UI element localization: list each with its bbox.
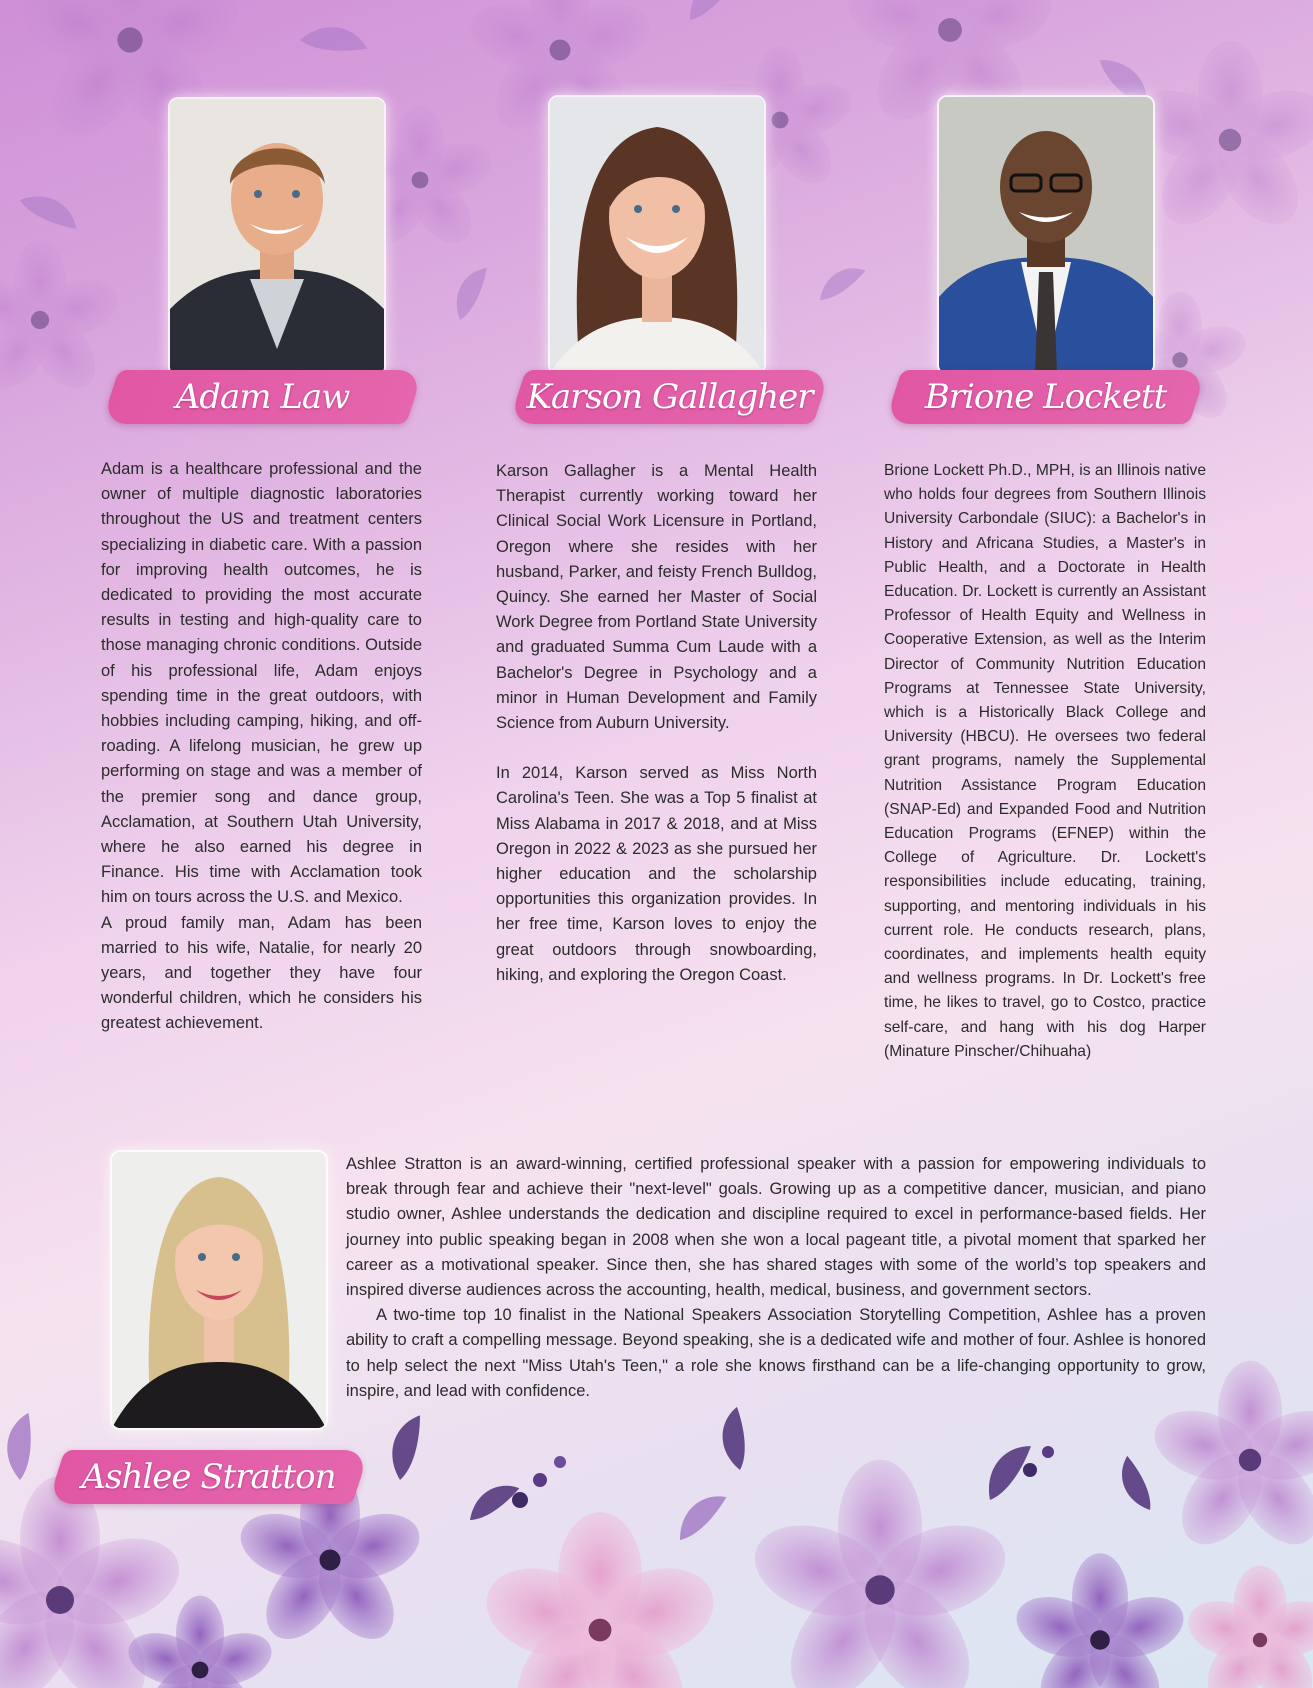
adam-bio xyxy=(101,457,422,1037)
karson-photo xyxy=(548,95,766,375)
ashlee-bio-paragraph-2: A two-time top 10 finalist in the National Speakers Association Storytelling Competition, Ashlee has a proven ability to craft a compelling message. Beyond speaking, she is a dedicated wife and mother of four. Ashlee is honored to help select the next "Miss Utah's Teen," a role she knows firsthand can be a life-changing opportunity to grow, inspire, and lead with confidence. xyxy=(346,1306,1206,1400)
karson-bio-paragraph-2: In 2014, Karson served as Miss North Carolina's Teen. She was a Top 5 finalist at Miss Alabama in 2017 & 2018, and at Miss Oregon in 2022 & 2023 as she pursued her higher education and the scholarship opportunities this organization provides. In her free time, Karson loves to enjoy the great outdoors through snowboarding, hiking, and exploring the Oregon Coast. xyxy=(496,764,817,984)
brione-bio xyxy=(884,459,1206,1064)
adam-bio-paragraph-2: A proud family man, Adam has been married to his wife, Natalie, for nearly 20 years, and together they have four wonderful children, which he considers his greatest achievement. xyxy=(101,913,422,1033)
brione-bio-paragraph-1: Brione Lockett Ph.D., MPH, is an Illinois native who holds four degrees from Southern Illinois University Carbondale (SIUC): a Bachelor's in History and Africana Studies, a Master's in Public Health, and a Doctorate in Health Education. Dr. Lockett is currently an Assistant Professor of Health Equity and Wellness in Cooperative Extension, as well as the Interim Director of Community Nutrition Education Programs at Tennessee State University, which is a Historically Black College and University (HBCU). He oversees two federal grant programs, namely the Supplemental Nutrition Assistance Program Education (SNAP-Ed) and Expanded Food and Nutrition Education Programs (EFNEP) within the College of Agriculture. Dr. Lockett's responsibilities include educating, training, supporting, and mentoring individuals in his current role. He conducts research, plans, coordinates, and implements health equity and wellness programs. In Dr. Lockett's free time, he likes to travel, go to Costco, practice self-care, and hang with his dog Harper (Minature Pinscher/Chihuaha) xyxy=(884,462,1206,1060)
ashlee-bio-paragraph-1: Ashlee Stratton is an award-winning, certified professional speaker with a passion for empowering individuals to break through fear and achieve their "next-level" goals. Growing up as a competitive dancer, musician, and piano studio owner, Ashlee understands the dedication and discipline required to excel in performance-based fields. Her journey into public speaking began in 2008 when she won a local pageant title, a pivotal moment that sparked her career as a motivational speaker. Since then, she has shared stages with some of the world’s top speakers and inspired diverse audiences across the accounting, health, medical, business, and government sectors. xyxy=(346,1155,1206,1300)
karson-bio-paragraph-1: Karson Gallagher is a Mental Health Therapist currently working toward her Clinical Social Work Licensure in Portland, Oregon where she resides with her husband, Parker, and feisty French Bulldog, Quincy. She earned her Master of Social Work Degree from Portland State University and graduated Summa Cum Laude with a Bachelor's Degree in Psychology and a minor in Human Development and Family Science from Auburn University. xyxy=(496,462,817,733)
adam-bio-paragraph-1: Adam is a healthcare professional and the owner of multiple diagnostic laboratories throughout the US and treatment centers specializing in diabetic care. With a passion for improving health outcomes, he is dedicated to providing the most accurate results in testing and high-quality care to those managing chronic conditions. Outside of his professional life, Adam enjoys spending time in the great outdoors, with hobbies including camping, hiking, and off-roading. A lifelong musician, he grew up performing on stage and was a member of the premier song and dance group, Acclamation, at Southern Utah University, where he also earned his degree in Finance. His time with Acclamation took him on tours across the U.S. and Mexico. xyxy=(101,460,422,907)
karson-bio xyxy=(496,459,817,988)
brione-photo xyxy=(937,95,1155,375)
ashlee-bio xyxy=(346,1152,1206,1404)
karson-name: Karson Gallagher xyxy=(526,377,813,417)
brione-name: Brione Lockett xyxy=(924,377,1167,417)
ashlee-name: Ashlee Stratton xyxy=(81,1457,336,1497)
adam-photo xyxy=(168,97,386,377)
adam-name: Adam Law xyxy=(175,377,350,417)
ashlee-photo xyxy=(110,1150,328,1430)
